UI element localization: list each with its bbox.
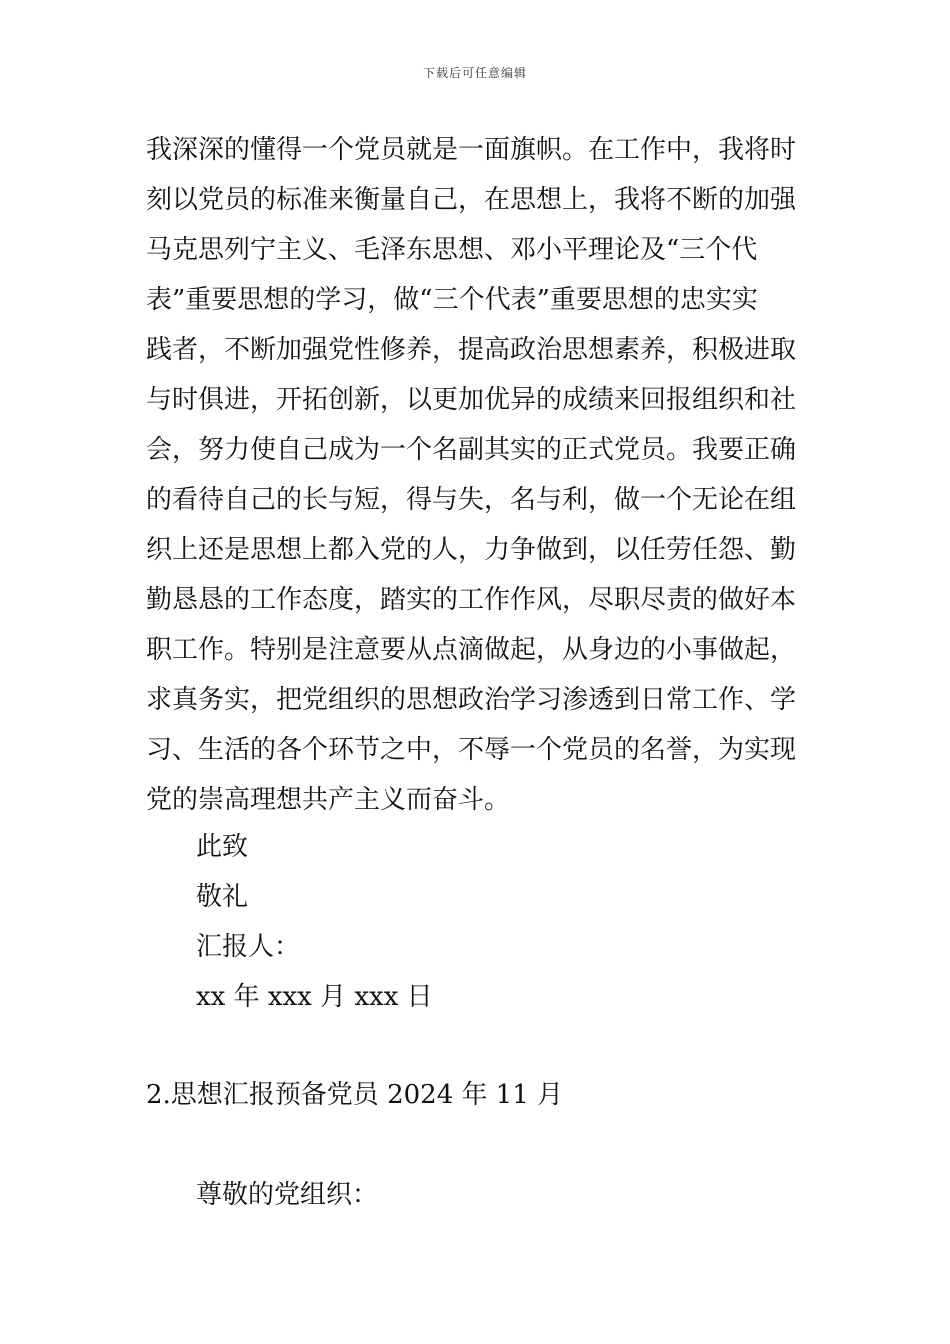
paragraph-line: 与时俱进，开拓创新，以更加优异的成绩来回报组织和社	[146, 385, 797, 415]
body-paragraph	[146, 125, 806, 825]
paragraph-line: 职工作。特别是注意要从点滴做起，从身边的小事做起，	[146, 635, 797, 665]
paragraph-line: 刻以党员的标准来衡量自己，在思想上，我将不断的加强	[146, 185, 797, 215]
paragraph-line: 党的崇高理想共产主义而奋斗。	[146, 785, 511, 815]
paragraph-line: 织上还是思想上都入党的人，力争做到，以任劳任怨、勤	[146, 535, 797, 565]
report-date: xx 年 xxx 月 xxx 日	[196, 982, 433, 1012]
paragraph-line: 习、生活的各个环节之中，不辱一个党员的名誉，为实现	[146, 735, 797, 765]
letter-closing	[196, 822, 796, 1022]
page-header: 下载后可任意编辑	[422, 66, 527, 80]
section-title: 2.思想汇报预备党员 2024 年 11 月	[146, 1080, 564, 1110]
closing-greeting: 此致	[196, 832, 249, 862]
paragraph-line: 马克思列宁主义、毛泽东思想、邓小平理论及“三个代	[146, 235, 758, 265]
paragraph-line: 勤恳恳的工作态度，踏实的工作作风，尽职尽责的做好本	[146, 585, 797, 615]
paragraph-line: 表”重要思想的学习，做“三个代表”重要思想的忠实实	[146, 285, 758, 315]
paragraph-line: 践者，不断加强党性修养，提高政治思想素养，积极进取	[146, 335, 797, 365]
paragraph-line: 我深深的懂得一个党员就是一面旗帜。在工作中，我将时	[146, 135, 797, 165]
reporter-label: 汇报人：	[196, 932, 301, 962]
salutation: 尊敬的党组织：	[196, 1180, 379, 1210]
paragraph-line: 的看待自己的长与短，得与失，名与利，做一个无论在组	[146, 485, 797, 515]
paragraph-line: 会，努力使自己成为一个名副其实的正式党员。我要正确	[146, 435, 797, 465]
paragraph-line: 求真务实，把党组织的思想政治学习渗透到日常工作、学	[146, 685, 797, 715]
closing-salute: 敬礼	[196, 882, 249, 912]
